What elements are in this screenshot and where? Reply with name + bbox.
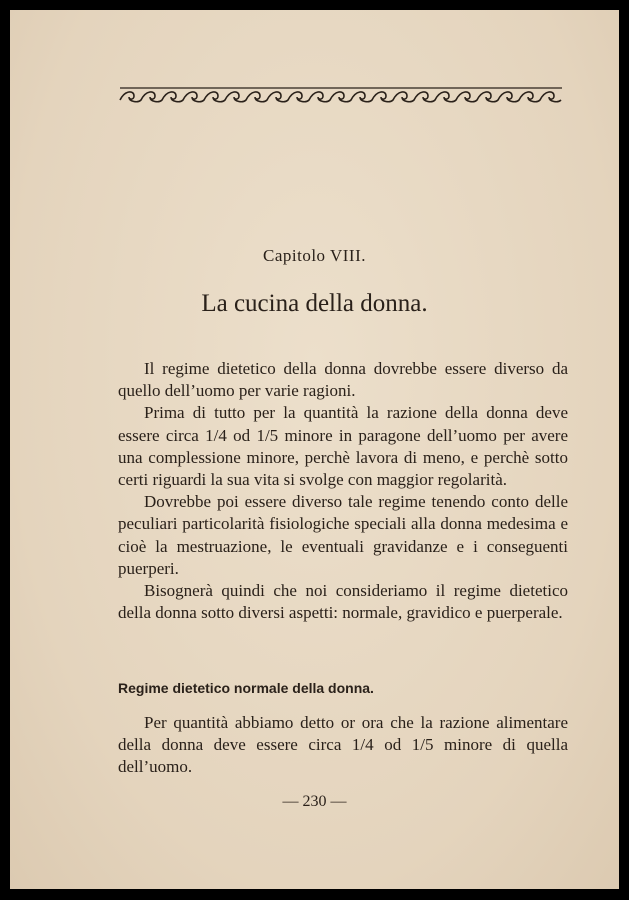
book-page [10, 10, 619, 889]
paragraph: Bisognerà quindi che noi consideriamo il regime dietetico della donna sotto diversi aspetti: normale, gravidico e puerperale. [118, 581, 568, 623]
paragraph: Dovrebbe poi essere diverso tale regime tenendo conto delle peculiari particolarità fisiologiche speciali alla donna medesima e cioè la mestruazione, le eventuali gravidanze e i conseguenti puerperi. [118, 492, 568, 578]
chapter-body [118, 358, 568, 624]
section-body [118, 712, 568, 779]
decorative-border-ornament [118, 86, 564, 106]
paragraph: Per quantità abbiamo detto or ora che la razione alimentare della donna deve essere circa 1/4 od 1/5 minore di quella dell’uomo. [118, 713, 568, 777]
section-heading: Regime dietetico normale della donna. [118, 680, 374, 696]
paragraph: Il regime dietetico della donna dovrebbe essere diverso da quello dell’uomo per varie ragioni. [118, 359, 568, 401]
paragraph: Prima di tutto per la quantità la razione della donna deve essere circa 1/4 od 1/5 minore in paragone dell’uomo per avere una complessione minore, perchè lavora di meno, e perchè sotto certi riguardi la sua vita si svolge con maggior regolarità. [118, 403, 568, 490]
chapter-label: Capitolo VIII. [262, 246, 366, 265]
chapter-title: La cucina della donna. [201, 290, 428, 317]
page-number: — 230 — [282, 793, 347, 810]
